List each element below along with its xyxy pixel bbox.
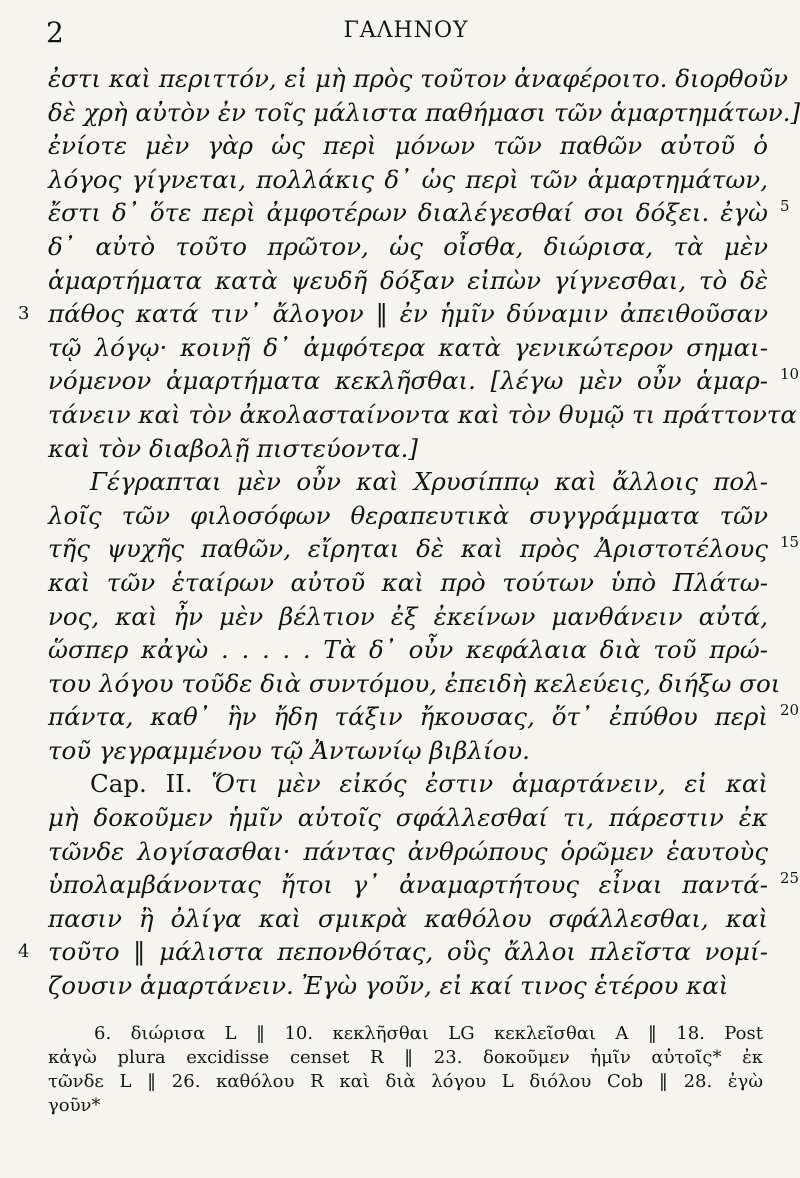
text-line — [48, 868, 800, 902]
text-line — [48, 902, 768, 936]
text-line — [48, 196, 790, 230]
text-line — [18, 297, 768, 331]
text-line — [48, 969, 768, 1003]
text-line-content: δὲ χρὴ αὐτὸν ἐν τοῖς μάλιστα παθήμασι τῶν ἁμαρτημάτων.] — [48, 97, 800, 127]
text-line — [48, 767, 768, 801]
text-line-content: καὶ τὸν διαβολῇ πιστεύοντα.] — [48, 433, 418, 463]
text-line — [48, 633, 768, 667]
text-line — [18, 935, 768, 969]
line-number: 15 — [780, 533, 800, 552]
text-line — [48, 532, 800, 566]
text-line-content: μὴ δοκοῦμεν ἡμῖν αὐτοῖς σφάλλεσθαί τι, πάρεστιν ἐκ — [48, 803, 768, 833]
text-line — [48, 835, 768, 869]
text-line — [48, 62, 789, 96]
text-line — [48, 499, 768, 533]
text-line-content: τῷ λόγῳ· κοινῇ δ᾽ ἀμφότερα κατὰ γενικώτερον σημαι- — [48, 332, 768, 362]
text-line — [48, 700, 800, 734]
note-line: τῶνδε L ‖ 26. καθόλου R καὶ διὰ λόγου L διόλου Cob ‖ 28. ἐγὼ — [48, 1071, 763, 1092]
text-line-content: ζουσιν ἁμαρτάνειν. Ἐγὼ γοῦν, εἰ καί τινος ἑτέρου καὶ — [48, 971, 729, 1001]
text-line — [48, 667, 781, 701]
text-line-content: ἐνίοτε μὲν γὰρ ὡς περὶ μόνων τῶν παθῶν αὐτοῦ ὁ — [48, 131, 768, 161]
text-line-content: πάθος κατά τιν᾽ ἄλογον ‖ ἐν ἡμῖν δύναμιν ἀπειθοῦσαν — [48, 299, 768, 329]
text-line-content: πάντα, καθ᾽ ἣν ἤδη τάξιν ἤκουσας, ὅτ᾽ ἐπύθου περὶ — [48, 702, 768, 732]
text-line — [48, 465, 768, 499]
text-line-content: νόμενον ἁμαρτήματα κεκλῆσθαι. [λέγω μὲν οὖν ἁμαρ- — [48, 366, 768, 396]
text-line-content: ἐστι καὶ περιττόν, εἰ μὴ πρὸς τοῦτον ἀναφέροιτο. διορθοῦν — [48, 64, 789, 93]
text-line-content: Γέγραπται μὲν οὖν καὶ Χρυσίππῳ καὶ ἄλλοις πολ- — [90, 467, 768, 497]
text-line-content: δ᾽ αὐτὸ τοῦτο πρῶτον, ὡς οἶσθα, διώρισα, τὰ μὲν — [48, 231, 768, 261]
main-text — [18, 62, 800, 1003]
text-line-content: τῶνδε λογίσασθαι· πάντας ἀνθρώπους ὁρῶμεν ἑαυτοὺς — [48, 836, 768, 866]
text-line — [48, 331, 768, 365]
page-header — [46, 16, 766, 56]
text-line-content: τοῦ γεγραμμένου τῷ Ἀντωνίῳ βιβλίου. — [48, 735, 530, 765]
section-number: 4 — [18, 941, 30, 963]
text-line-content: τάνειν καὶ τὸν ἀκολασταίνοντα καὶ τὸν θυμῷ τι πράττοντα — [48, 399, 797, 429]
text-line-content: νος, καὶ ἦν μὲν βέλτιον ἐξ ἐκείνων μανθάνειν αὐτά, — [48, 601, 768, 631]
text-line — [48, 398, 797, 432]
text-line — [48, 566, 768, 600]
text-line-content: λοῖς τῶν φιλοσόφων θεραπευτικὰ συγγράμματα τῶν — [48, 500, 768, 530]
text-line-content: ὑπολαμβάνοντας ἤτοι γ᾽ ἀναμαρτήτους εἶναι παντά- — [48, 870, 768, 900]
text-line — [48, 96, 800, 130]
text-line — [48, 801, 768, 835]
text-line-content: ἔστι δ᾽ ὅτε περὶ ἀμφοτέρων διαλέγεσθαί σοι δόξει. ἐγὼ — [48, 198, 768, 228]
text-line-content: λόγος γίγνεται, πολλάκις δ᾽ ὡς περὶ τῶν ἁμαρτημάτων, — [48, 164, 768, 194]
text-line-content: ὥσπερ κἀγὼ . . . . . Τὰ δ᾽ οὖν κεφάλαια διὰ τοῦ πρώ- — [48, 635, 768, 665]
text-line — [48, 264, 768, 298]
running-title: ΓΑΛΗΝΟΥ — [343, 18, 469, 43]
note-line: 6. διώρισα L ‖ 10. κεκλῆσθαι LG κεκλεῖσθαι A ‖ 18. Post — [94, 1023, 763, 1044]
line-number: 5 — [780, 197, 790, 216]
chapter-label: Cap. II. — [90, 769, 193, 799]
text-line — [48, 734, 768, 768]
text-line-content: Ὅτι μὲν εἰκός ἐστιν ἁμαρτάνειν, εἰ καὶ — [211, 769, 768, 799]
line-number: 25 — [780, 869, 800, 888]
text-line-content: τοῦτο ‖ μάλιστα πεπονθότας, οὓς ἄλλοι πλεῖστα νομί- — [48, 937, 768, 967]
text-line-content: πασιν ἢ ὀλίγα καὶ σμικρὰ καθόλου σφάλλεσθαι, καὶ — [48, 903, 768, 933]
text-line — [48, 364, 800, 398]
note-line: κἀγὼ plura excidisse censet R ‖ 23. δοκοῦμεν ἡμῖν αὐτοῖς* ἐκ — [48, 1047, 763, 1068]
text-line-content: τῆς ψυχῆς παθῶν, εἴρηται δὲ καὶ πρὸς Ἀριστοτέλους — [48, 534, 768, 564]
line-number: 10 — [780, 365, 800, 384]
text-line — [48, 600, 768, 634]
text-line-content: ἁμαρτήματα κατὰ ψευδῆ δόξαν εἰπὼν γίγνεσθαι, τὸ δὲ — [48, 265, 768, 295]
text-line — [48, 129, 768, 163]
text-line-content: καὶ τῶν ἑταίρων αὐτοῦ καὶ πρὸ τούτων ὑπὸ Πλάτω- — [48, 567, 768, 597]
section-number: 3 — [18, 303, 30, 325]
note-line: γοῦν* — [48, 1095, 101, 1116]
page-number: 2 — [46, 16, 64, 49]
text-line — [48, 163, 768, 197]
line-number: 20 — [780, 701, 800, 720]
text-line-content: του λόγου τοῦδε διὰ συντόμου, ἐπειδὴ κελεύεις, διήξω σοι — [48, 668, 781, 698]
text-line — [48, 432, 768, 466]
critical-apparatus — [48, 1022, 763, 1118]
text-line — [48, 230, 768, 264]
